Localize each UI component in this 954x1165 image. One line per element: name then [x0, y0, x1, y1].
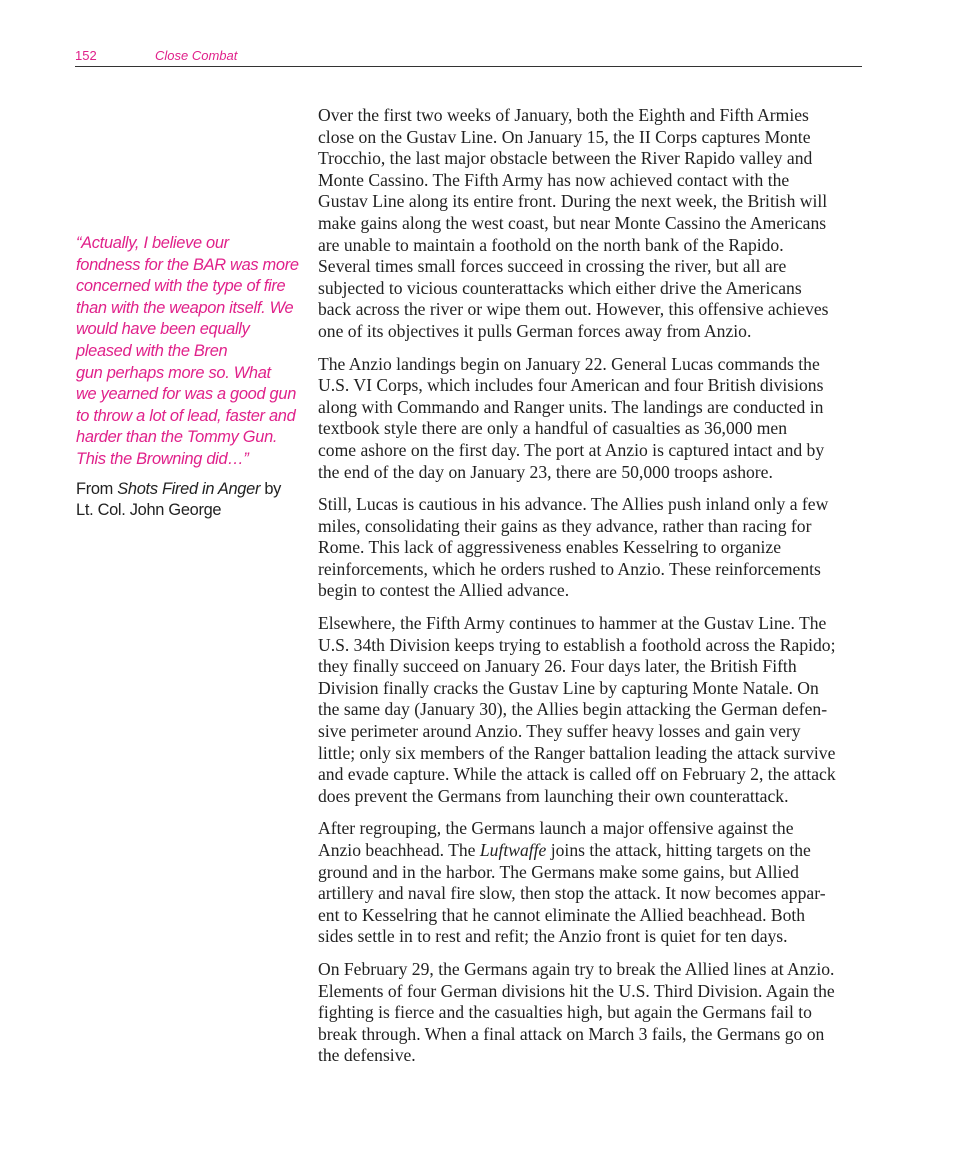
text-line: along with Commando and Ranger units. The landings are conducted in — [318, 396, 824, 417]
text-line: miles, consolidating their gains as they advance, rather than racing for — [318, 515, 812, 536]
quote-line: to throw a lot of lead, faster and — [76, 406, 296, 425]
text-line: Several times small forces succeed in crossing the river, but all are — [318, 256, 787, 277]
text-line: Division finally cracks the Gustav Line by capturing Monte Natale. On — [318, 677, 819, 698]
text-segment: Anzio beachhead. The — [318, 840, 480, 860]
text-line: are unable to maintain a foothold on the north bank of the Rapido. — [318, 234, 784, 255]
text-line: break through. When a final attack on March 3 fails, the Germans go on — [318, 1023, 825, 1044]
paragraph-2 — [318, 354, 878, 484]
text-line: Elements of four German divisions hit the U.S. Third Division. Again the — [318, 980, 835, 1001]
running-title: Close Combat — [155, 48, 238, 63]
main-text — [318, 105, 878, 1078]
quote-line: harder than the Tommy Gun. — [76, 428, 278, 447]
text-line: the end of the day on January 23, there are 50,000 troops ashore. — [318, 461, 773, 482]
text-segment: joins the attack, hitting targets on the — [546, 840, 811, 860]
text-line: sides settle in to rest and refit; the Anzio front is quiet for ten days. — [318, 926, 788, 947]
quote-line: “Actually, I believe our — [76, 234, 229, 252]
text-line: little; only six members of the Ranger battalion leading the attack survive — [318, 742, 836, 763]
text-line: fighting is fierce and the casualties high, but again the Germans fail to — [318, 1002, 812, 1023]
source-prefix: From — [76, 479, 118, 498]
paragraph-1 — [318, 105, 878, 343]
sidebar — [76, 233, 304, 522]
text-line: sive perimeter around Anzio. They suffer heavy losses and gain very — [318, 721, 801, 742]
quote-source — [76, 479, 304, 522]
text-line: After regrouping, the Germans launch a major offensive against the — [318, 818, 794, 839]
text-line: Over the first two weeks of January, both the Eighth and Fifth Armies — [318, 105, 809, 125]
page-number: 152 — [75, 48, 97, 63]
luftwaffe-italic: Luftwaffe — [479, 840, 547, 860]
text-line: subjected to vicious counterattacks which either drive the Americans — [318, 277, 802, 298]
text-line: U.S. 34th Division keeps trying to establish a foothold across the Rapido; — [318, 634, 836, 655]
paragraph-5 — [318, 818, 878, 948]
quote-line: gun perhaps more so. What — [76, 363, 271, 382]
text-line: one of its objectives it pulls German forces away from Anzio. — [318, 320, 752, 341]
text-line: U.S. VI Corps, which includes four American and four British divisions — [318, 375, 824, 396]
text-line: they finally succeed on January 26. Four days later, the British Fifth — [318, 656, 797, 677]
text-line: Elsewhere, the Fifth Army continues to hammer at the Gustav Line. The — [318, 613, 827, 634]
paragraph-4 — [318, 613, 878, 807]
text-line: Gustav Line along its entire front. During the next week, the British will — [318, 191, 828, 212]
paragraph-3 — [318, 494, 878, 602]
source-suffix: by — [260, 479, 282, 498]
quote-line: concerned with the type of fire — [76, 277, 286, 296]
text-line: come ashore on the first day. The port at Anzio is captured intact and by — [318, 439, 825, 460]
text-line: back across the river or wipe them out. However, this offensive achieves — [318, 299, 829, 320]
text-line: Rome. This lack of aggressiveness enables Kesselring to organize — [318, 537, 782, 558]
source-line — [76, 479, 304, 501]
quote-line: we yearned for was a good gun — [76, 385, 297, 404]
text-line: ent to Kesselring that he cannot eliminate the Allied beachhead. Both — [318, 904, 806, 925]
text-line — [318, 840, 878, 862]
text-line: Monte Cassino. The Fifth Army has now achieved contact with the — [318, 169, 790, 190]
quote-line: would have been equally — [76, 320, 250, 339]
text-line: make gains along the west coast, but near Monte Cassino the Americans — [318, 212, 827, 233]
source-author: Lt. Col. John George — [76, 501, 222, 520]
text-line: does prevent the Germans from launching their own counterattack. — [318, 785, 789, 806]
quote-line: than with the weapon itself. We — [76, 298, 294, 317]
text-line: begin to contest the Allied advance. — [318, 580, 570, 601]
text-line: artillery and naval fire slow, then stop the attack. It now becomes appar- — [318, 883, 826, 904]
text-line: and evade capture. While the attack is called off on February 2, the attack — [318, 764, 836, 785]
quote-line: This the Browning did…” — [76, 449, 249, 468]
paragraph-6 — [318, 959, 878, 1067]
text-line: The Anzio landings begin on January 22. General Lucas commands the — [318, 353, 820, 374]
text-line: the same day (January 30), the Allies begin attacking the German defen- — [318, 699, 828, 720]
text-line: reinforcements, which he orders rushed to Anzio. These reinforcements — [318, 558, 821, 579]
quote-line: pleased with the Bren — [76, 341, 228, 360]
text-line: Trocchio, the last major obstacle between the River Rapido valley and — [318, 148, 813, 169]
text-line: textbook style there are only a handful of casualties as 36,000 men — [318, 418, 788, 439]
pull-quote — [76, 233, 304, 471]
text-line: On February 29, the Germans again try to break the Allied lines at Anzio. — [318, 958, 835, 979]
text-line: Still, Lucas is cautious in his advance. The Allies push inland only a few — [318, 494, 829, 515]
text-line: close on the Gustav Line. On January 15, the II Corps captures Monte — [318, 126, 811, 147]
text-line: ground and in the harbor. The Germans make some gains, but Allied — [318, 861, 799, 882]
quote-line: fondness for the BAR was more — [76, 255, 299, 274]
source-book-title: Shots Fired in Anger — [117, 479, 261, 498]
text-line: the defensive. — [318, 1045, 416, 1066]
page-header — [75, 46, 862, 67]
